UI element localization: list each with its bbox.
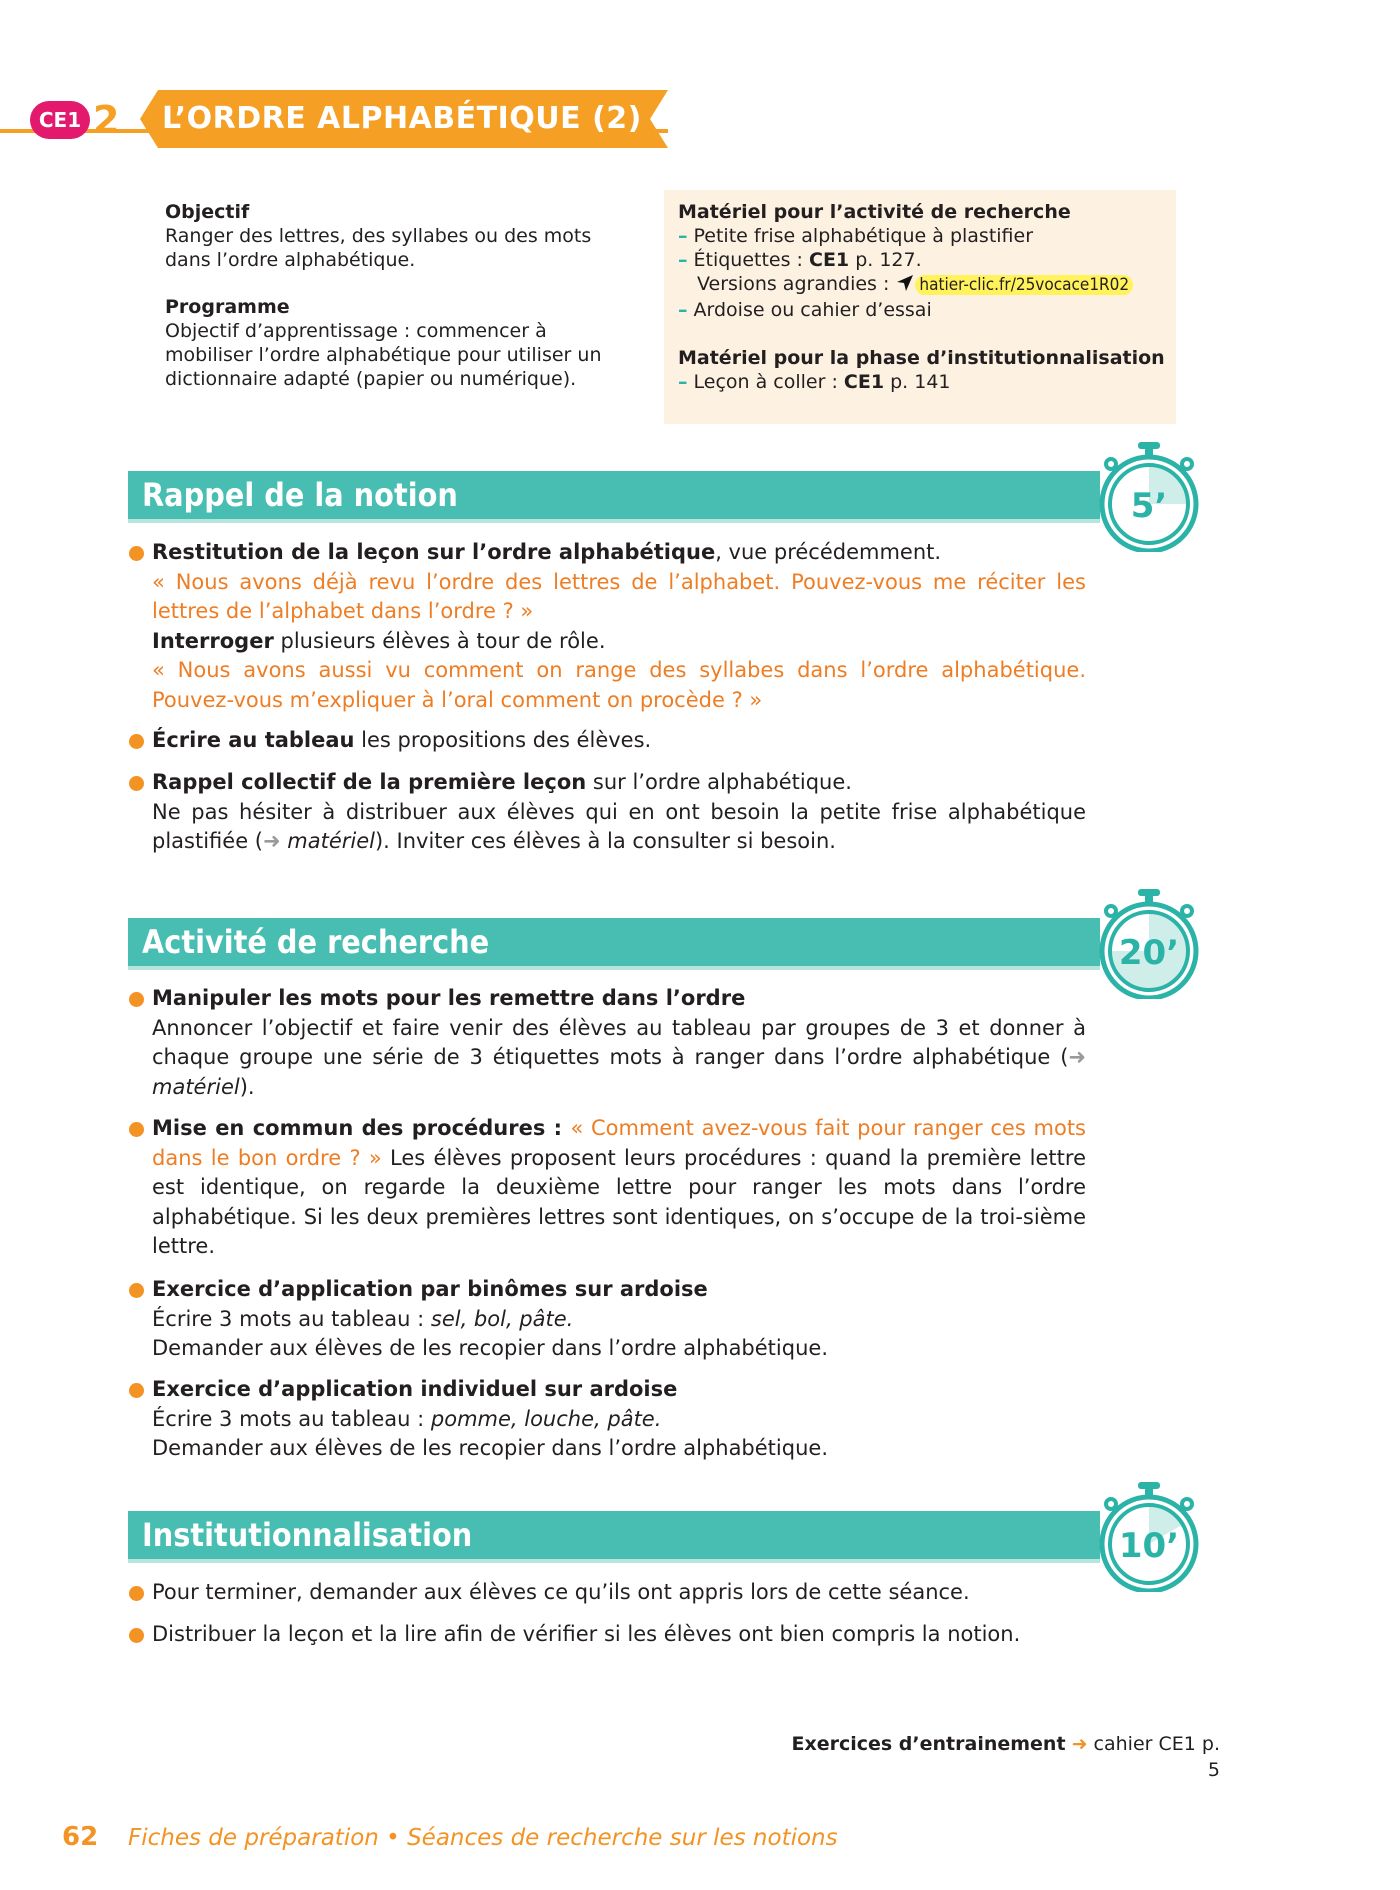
bullet-icon — [129, 1122, 144, 1137]
material-list — [678, 200, 1168, 394]
bullet-icon — [129, 1586, 144, 1601]
timer-label: 20’ — [1118, 933, 1180, 973]
list-item: Rappel collectif de la première leçon sur l’ordre alphabétique. Ne pas hésiter à distribuer aux élèves qui en ont besoin la petite frise alphabétique plastifiée (➜ matériel). Inviter ces élèves à la consulter si besoin. — [152, 768, 1086, 857]
section-header-rappel — [128, 471, 1100, 519]
bullet-icon — [129, 1628, 144, 1643]
stopwatch-icon — [1094, 887, 1204, 999]
stopwatch-icon — [1094, 1480, 1204, 1592]
exercises-reference: Exercices d’entrainement ➜ cahier CE1 p. 5 — [791, 1733, 1220, 1781]
timer-label: 10’ — [1118, 1526, 1180, 1566]
material-item: – Petite frise alphabétique à plastifier — [678, 225, 1034, 247]
objectif-text: Ranger des lettres, des syllabes ou des mots dans l’ordre alphabétique. — [165, 225, 592, 271]
arrow-icon: ➜ — [1068, 1045, 1086, 1069]
section-title: Activité de recherche — [142, 923, 490, 961]
material-item: – Étiquettes : CE1 p. 127. — [678, 249, 922, 271]
chapter-number: 2 — [93, 98, 120, 142]
objectif-block — [165, 200, 635, 272]
bullet-icon — [129, 1283, 144, 1298]
bullet-icon — [129, 1383, 144, 1398]
section-title: Institutionnalisation — [142, 1516, 473, 1554]
list-item: Écrire au tableau les propositions des élèves. — [152, 726, 1086, 756]
arrow-icon: ➜ — [262, 829, 281, 853]
material-item: – Leçon à coller : CE1 p. 141 — [678, 371, 951, 393]
footer-title: Fiches de préparation • Séances de recherche sur les notions — [128, 1825, 838, 1851]
list-item: Exercice d’application par binômes sur ardoise Écrire 3 mots au tableau : sel, bol, pâte. Demander aux élèves de les recopier dans l’ordre alphabétique. — [152, 1275, 1086, 1364]
bullet-icon — [129, 992, 144, 1007]
materiel-inst-label: Matériel pour la phase d’institutionnalisation — [678, 347, 1165, 369]
programme-block — [165, 295, 635, 391]
bullet-icon — [129, 546, 144, 561]
list-item: Mise en commun des procédures : « Comment avez-vous fait pour ranger ces mots dans le bon ordre ? » Les élèves proposent leurs procédures : quand la première lettre est identique, on regarde la deuxième lettre pour ranger les mots dans l’ordre alphabétique. Si les deux premières lettres sont identiques, on s’occupe de la troi-sième lettre. — [152, 1114, 1086, 1262]
level-badge: CE1 — [30, 101, 90, 139]
timer-label: 5’ — [1130, 486, 1168, 526]
list-item: Manipuler les mots pour les remettre dans l’ordre Annoncer l’objectif et faire venir des élèves au tableau par groupes de 3 et donner à chaque groupe une série de 3 étiquettes mots à ranger dans l’ordre alphabétique (➜ matériel). — [152, 984, 1086, 1102]
objectif-label: Objectif — [165, 201, 250, 223]
programme-text: Objectif d’apprentissage : commencer à mobiliser l’ordre alphabétique pour utiliser un dictionnaire adapté (papier ou numérique). — [165, 320, 602, 390]
list-item: Exercice d’application individuel sur ardoise Écrire 3 mots au tableau : pomme, louche, pâte. Demander aux élèves de les recopier dans l’ordre alphabétique. — [152, 1375, 1086, 1464]
list-item: Restitution de la leçon sur l’ordre alphabétique, vue précédemment. « Nous avons déjà revu l’ordre des lettres de l’alphabet. Pouvez-vous me réciter les lettres de l’alphabet dans l’ordre ? » Interroger plusieurs élèves à tour de rôle. « Nous avons aussi vu comment on range des syllabes dans l’ordre alphabétique. Pouvez-vous m’expliquer à l’oral comment on procède ? » — [152, 538, 1086, 715]
page-number: 62 — [62, 1822, 99, 1852]
material-item: – Ardoise ou cahier d’essai — [678, 299, 932, 321]
hatier-clic-link[interactable]: hatier-clic.fr/25vocace1R02 — [915, 275, 1133, 295]
section-header-institution — [128, 1511, 1100, 1559]
material-item-versions: Versions agrandies : hatier-clic.fr/25vocace1R02 — [678, 272, 1168, 298]
page-title: L’ORDRE ALPHABÉTIQUE (2) — [162, 101, 642, 136]
arrow-icon: ➜ — [1071, 1733, 1088, 1755]
bullet-icon — [129, 776, 144, 791]
list-item: Pour terminer, demander aux élèves ce qu’ils ont appris lors de cette séance. — [152, 1578, 1086, 1608]
materiel-recherche-label: Matériel pour l’activité de recherche — [678, 201, 1071, 223]
list-item: Distribuer la leçon et la lire afin de vérifier si les élèves ont bien compris la notion. — [152, 1620, 1086, 1650]
stopwatch-icon — [1094, 440, 1204, 552]
section-title: Rappel de la notion — [142, 476, 458, 514]
bullet-icon — [129, 734, 144, 749]
cursor-arrow-icon — [895, 274, 915, 298]
section-header-recherche — [128, 918, 1100, 966]
programme-label: Programme — [165, 296, 290, 318]
